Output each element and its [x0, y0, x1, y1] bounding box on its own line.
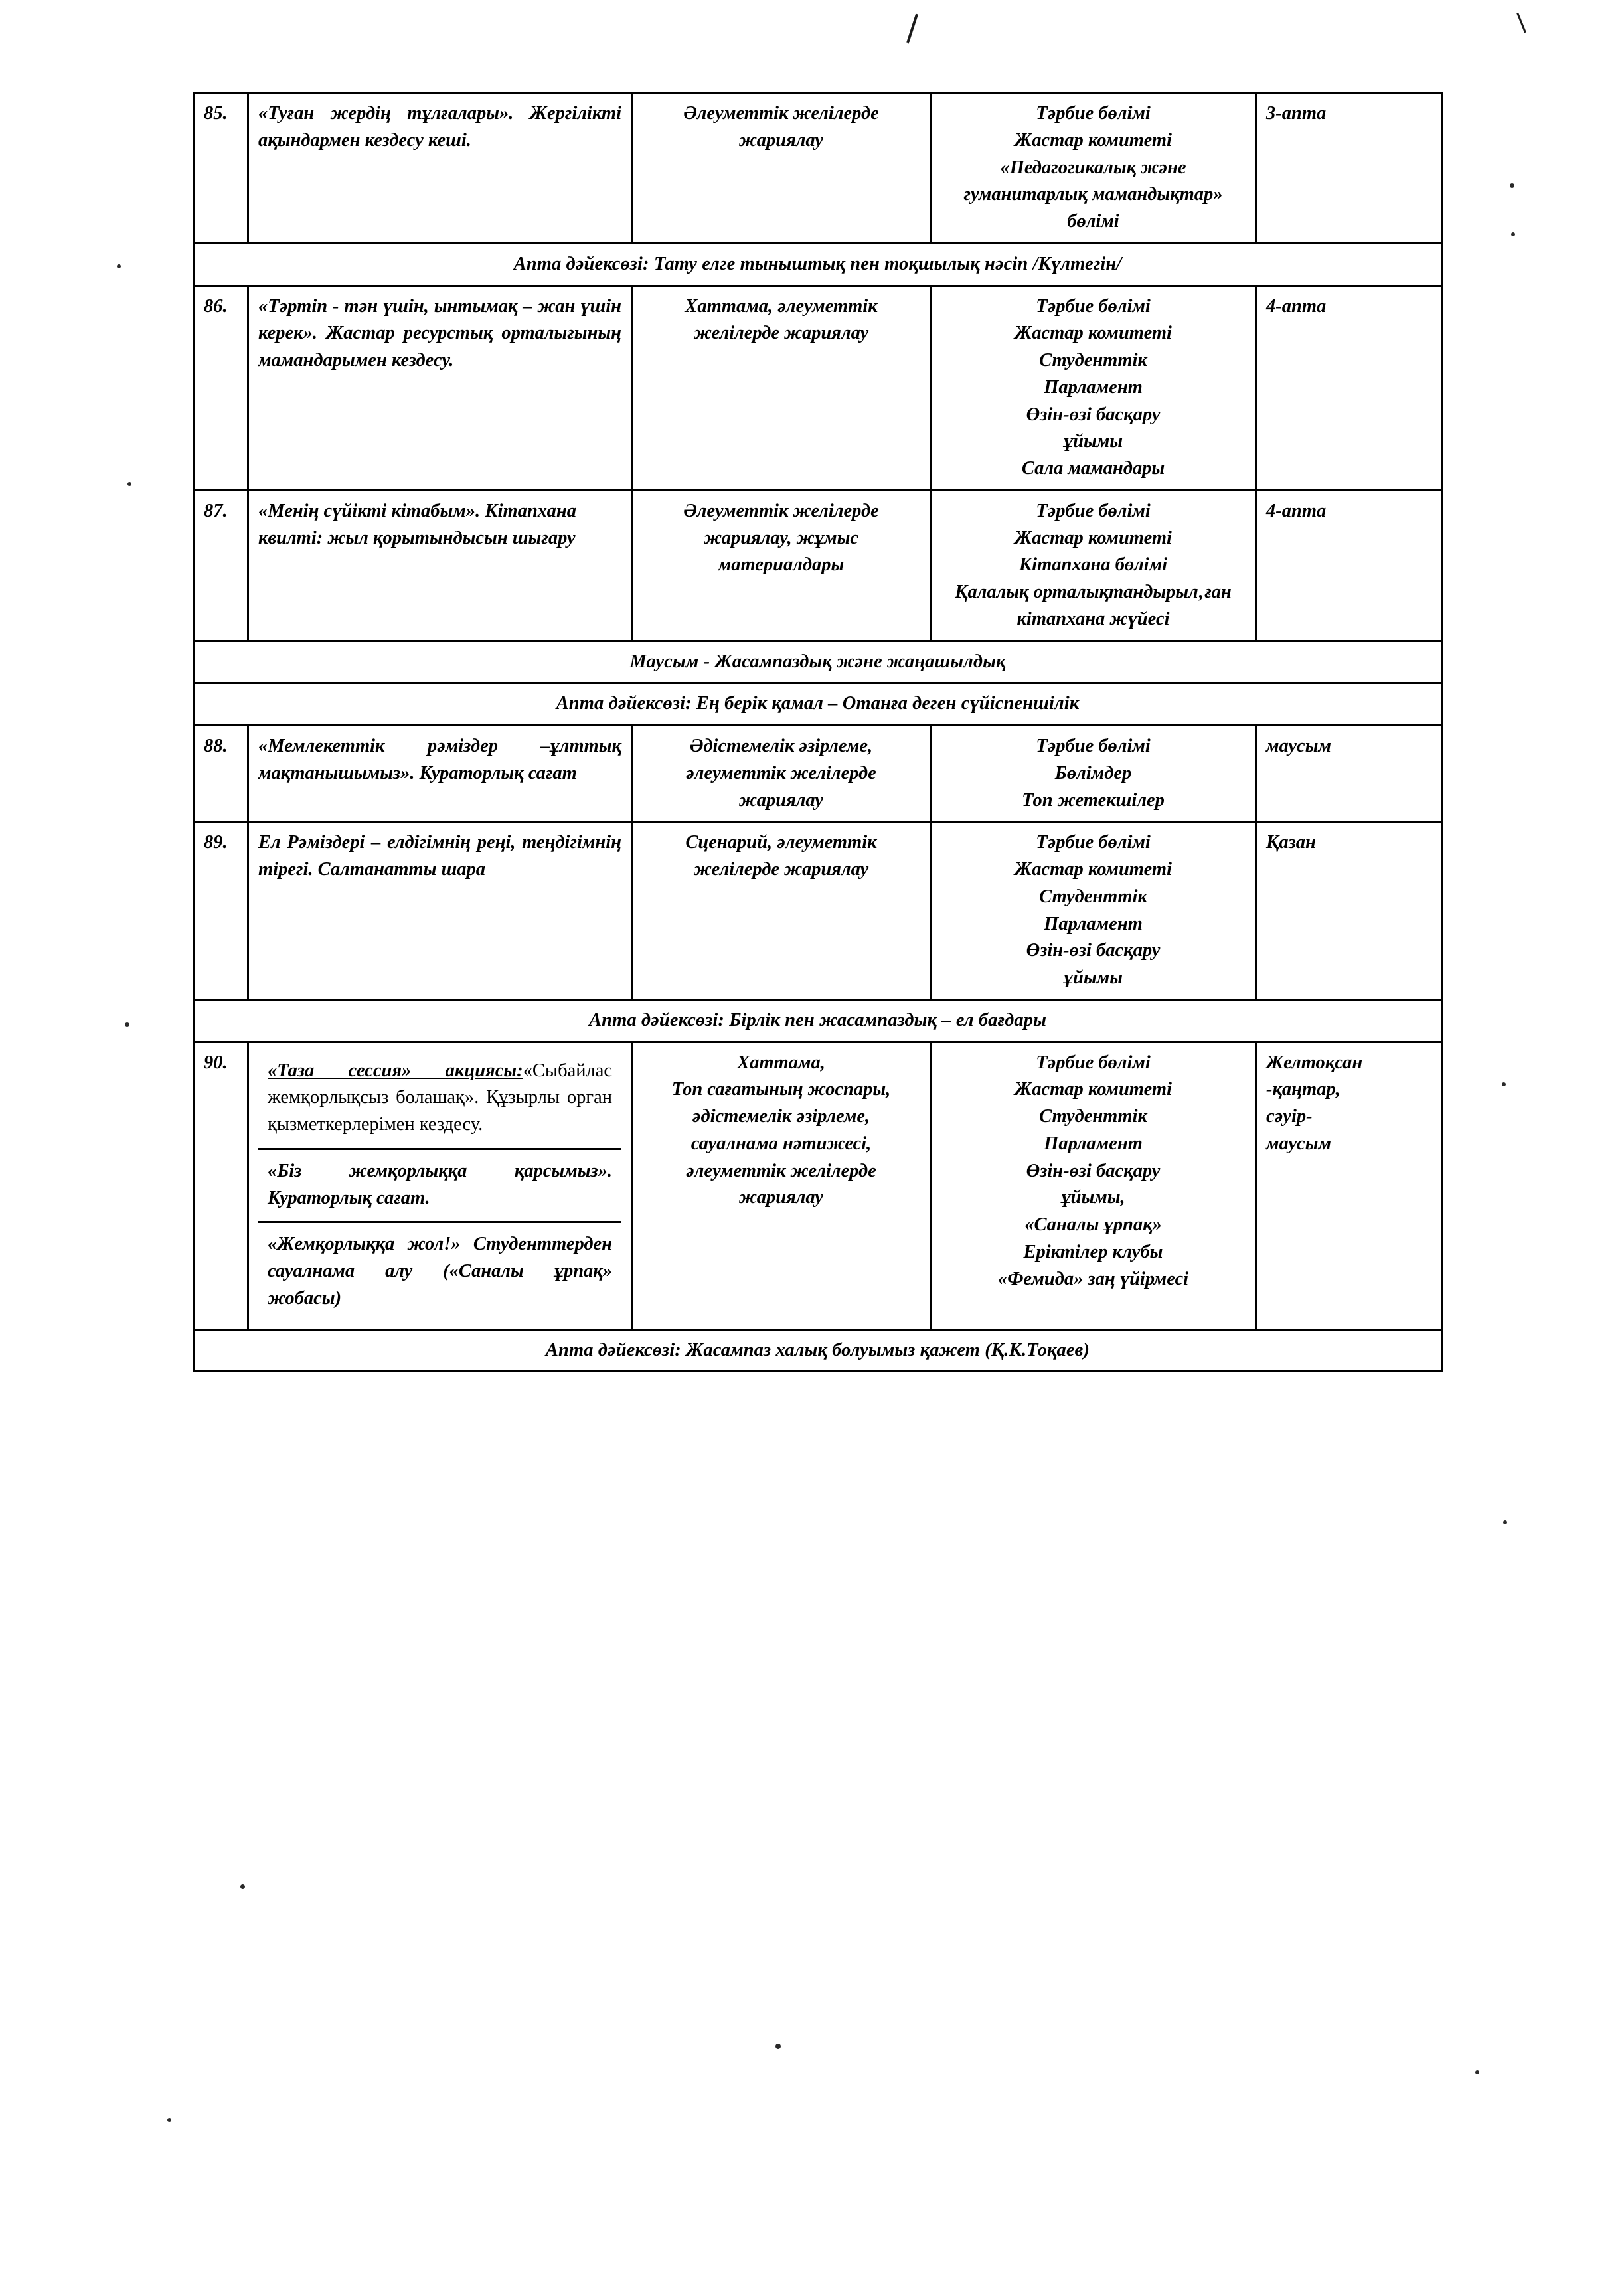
table-row — [194, 822, 1442, 1000]
table-row — [194, 1042, 1442, 1329]
row-timing: 3-апта — [1256, 93, 1442, 244]
row-responsible: Тәрбие бөлімі Жастар комитеті Кітапхана бөлімі Қалалық орталықтандырыл‚ған кітапхана жүйесі — [931, 490, 1256, 641]
table-banner-row — [194, 243, 1442, 286]
activity-segment — [258, 1223, 621, 1321]
row-timing: 4-апта — [1256, 490, 1442, 641]
scan-speck — [1511, 232, 1515, 236]
table-banner-row — [194, 1329, 1442, 1372]
activity-segment-text: «Жемқорлыққа жол!» Студенттерден сауалнама алу («Саналы ұрпақ» жобасы) — [268, 1234, 612, 1309]
scan-artifact-mark-2 — [1516, 13, 1526, 33]
row-result: Әлеуметтік желілерде жариялау, жұмыс материалдары — [632, 490, 931, 641]
row-activity: Ел Рәміздері – елдігімнің реңі, теңдігімнің тірегі. Салтанатты шара — [248, 822, 632, 1000]
table-row — [194, 286, 1442, 490]
scan-speck — [775, 2044, 781, 2049]
row-result: Сценарий, әлеуметтік желілерде жариялау — [632, 822, 931, 1000]
scan-speck — [240, 1884, 245, 1889]
table-row — [194, 490, 1442, 641]
row-responsible: Тәрбие бөлімі Жастар комитеті Студенттік Парламент Өзін-өзі басқару ұйымы, «Саналы ұрпақ» Еріктілер клубы «Фемида» заң үйірмесі — [931, 1042, 1256, 1329]
scan-artifact-mark — [906, 14, 918, 44]
row-responsible: Тәрбие бөлімі Жастар комитеті Студенттік Парламент Өзін-өзі басқару ұйымы — [931, 822, 1256, 1000]
row-number: 87. — [194, 490, 248, 641]
scan-speck — [117, 264, 121, 268]
scan-speck — [127, 482, 131, 486]
table-row — [194, 93, 1442, 244]
row-number: 90. — [194, 1042, 248, 1329]
scan-speck — [125, 1022, 129, 1027]
row-number: 86. — [194, 286, 248, 490]
row-activity: «Мемлекеттік рәміздер –ұлттық мақтанышымыз». Кураторлық сағат — [248, 726, 632, 822]
row-activity: «Тәртіп - тән үшін, ынтымақ – жан үшін керек». Жастар ресурстық орталығының мамандарымен кездесу. — [248, 286, 632, 490]
week-quote-banner: Апта дәйексөзі: Жасампаз халық болуымыз қажет (Қ.К.Тоқаев) — [194, 1329, 1442, 1372]
scan-speck — [1503, 1520, 1507, 1524]
row-timing: 4-апта — [1256, 286, 1442, 490]
activity-segment — [258, 1150, 621, 1224]
row-number: 85. — [194, 93, 248, 244]
row-responsible: Тәрбие бөлімі Жастар комитеті Студенттік Парламент Өзін-өзі басқару ұйымы Сала мамандары — [931, 286, 1256, 490]
scan-speck — [167, 2118, 171, 2122]
table-banner-row — [194, 683, 1442, 726]
activity-schedule-table — [193, 92, 1443, 1372]
table-banner-row — [194, 999, 1442, 1042]
row-activity: «Менің сүйікті кітабым». Кітапхана квилті: жыл қорытындысын шығару — [248, 490, 632, 641]
scan-speck — [1502, 1082, 1506, 1086]
month-theme-banner: Маусым - Жасампаздық және жаңашылдық — [194, 641, 1442, 683]
scan-speck — [1475, 2070, 1479, 2074]
scan-speck — [1510, 183, 1514, 188]
row-timing: Желтоқсан -қаңтар, сәуір- маусым — [1256, 1042, 1442, 1329]
row-timing: Қазан — [1256, 822, 1442, 1000]
row-number: 89. — [194, 822, 248, 1000]
row-result: Әдістемелік әзірлеме, әлеуметтік желілерде жариялау — [632, 726, 931, 822]
week-quote-banner: Апта дәйексөзі: Бірлік пен жасампаздық – ел бағдары — [194, 999, 1442, 1042]
week-quote-banner: Апта дәйексөзі: Ең берік қамал – Отанға деген сүйіспеншілік — [194, 683, 1442, 726]
table-banner-row — [194, 641, 1442, 683]
week-quote-banner: Апта дәйексөзі: Тату елге тыныштық пен тоқшылық нәсіп /Күлтегін/ — [194, 243, 1442, 286]
activity-segment-text: «Сыбайлас жемқорлықсыз болашақ». Құзырлы орган қызметкерлерімен кездесу. — [268, 1060, 612, 1135]
activity-segment-text: «Біз жемқорлыққа қарсымыз». Кураторлық сағат. — [268, 1160, 612, 1208]
row-result: Хаттама, әлеуметтік желілерде жариялау — [632, 286, 931, 490]
row-activity: «Туған жердің тұлғалары». Жергілікті ақындармен кездесу кеші. — [248, 93, 632, 244]
row-number: 88. — [194, 726, 248, 822]
row-activity-group — [248, 1042, 632, 1329]
row-result: Әлеуметтік желілерде жариялау — [632, 93, 931, 244]
row-timing: маусым — [1256, 726, 1442, 822]
activity-lead-label: «Таза сессия» акциясы: — [268, 1060, 523, 1081]
table-row — [194, 726, 1442, 822]
activity-segment — [258, 1050, 621, 1150]
row-responsible: Тәрбие бөлімі Жастар комитеті «Педагогикалық және гуманитарлық мамандықтар» бөлімі — [931, 93, 1256, 244]
row-responsible: Тәрбие бөлімі Бөлімдер Топ жетекшілер — [931, 726, 1256, 822]
row-result: Хаттама, Топ сағатының жоспары, әдістемелік әзірлеме, сауалнама нәтижесі, әлеуметтік желілерде жариялау — [632, 1042, 931, 1329]
